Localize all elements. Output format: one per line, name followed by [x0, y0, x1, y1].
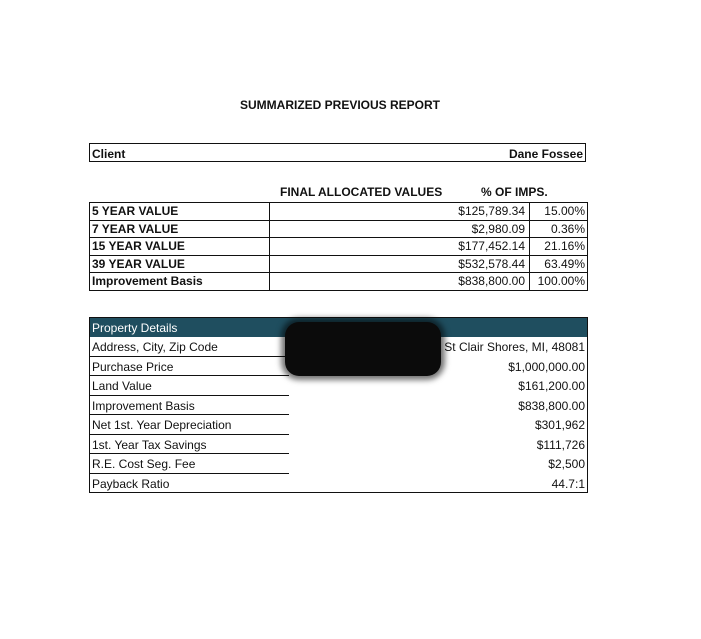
- pct-imps-header: % OF IMPS.: [481, 185, 548, 199]
- list-item: [90, 435, 587, 455]
- row-label: 5 YEAR VALUE: [90, 203, 270, 221]
- table-row: [90, 220, 588, 238]
- property-label: Payback Ratio: [92, 476, 170, 491]
- row-value: $2,980.09: [440, 220, 530, 238]
- report-title: SUMMARIZED PREVIOUS REPORT: [239, 98, 440, 112]
- property-value: $838,800.00: [518, 398, 585, 413]
- property-label: Address, City, Zip Code: [92, 340, 218, 354]
- property-details-title: Property Details: [92, 321, 178, 335]
- row-spacer: [270, 220, 440, 238]
- client-name: Dane Fossee: [508, 147, 583, 161]
- allocation-table: [89, 202, 588, 291]
- property-label: R.E. Cost Seg. Fee: [92, 457, 196, 471]
- property-value: $111,726: [536, 437, 585, 452]
- property-label: Net 1st. Year Depreciation: [92, 418, 232, 432]
- property-label: Purchase Price: [92, 359, 174, 374]
- client-row: [89, 143, 586, 162]
- row-value: $532,578.44: [440, 255, 530, 273]
- row-spacer: [270, 203, 440, 221]
- table-row: [90, 255, 588, 273]
- list-item: [90, 474, 587, 494]
- client-label: Client: [92, 147, 126, 161]
- row-spacer: [270, 238, 440, 256]
- list-item: [90, 396, 587, 416]
- row-value: $177,452.14: [440, 238, 530, 256]
- row-pct: 100.00%: [530, 273, 588, 291]
- property-label: 1st. Year Tax Savings: [92, 437, 207, 452]
- table-row: [90, 203, 588, 221]
- table-row: [90, 273, 588, 291]
- row-value: $125,789.34: [440, 203, 530, 221]
- row-spacer: [270, 273, 440, 291]
- row-label: 39 YEAR VALUE: [90, 255, 270, 273]
- property-value: $161,200.00: [518, 379, 585, 393]
- property-label: Land Value: [92, 379, 152, 393]
- property-value: 44.7:1: [551, 476, 585, 491]
- row-label: Improvement Basis: [90, 273, 270, 291]
- row-label: 7 YEAR VALUE: [90, 220, 270, 238]
- table-row: [90, 238, 588, 256]
- row-pct: 15.00%: [530, 203, 588, 221]
- final-values-header: FINAL ALLOCATED VALUES: [280, 185, 443, 199]
- row-pct: 21.16%: [530, 238, 588, 256]
- row-pct: 63.49%: [530, 255, 588, 273]
- row-value: $838,800.00: [440, 273, 530, 291]
- row-spacer: [270, 255, 440, 273]
- row-label: 15 YEAR VALUE: [90, 238, 270, 256]
- row-pct: 0.36%: [530, 220, 588, 238]
- property-label: Improvement Basis: [92, 398, 195, 413]
- property-value: St Clair Shores, MI, 48081: [444, 340, 585, 354]
- list-item: [90, 454, 587, 474]
- list-item: [90, 376, 587, 396]
- list-item: [90, 415, 587, 435]
- property-value: $1,000,000.00: [508, 359, 585, 374]
- property-value: $2,500: [548, 457, 585, 471]
- redaction-mark: [285, 322, 441, 376]
- property-value: $301,962: [534, 418, 585, 432]
